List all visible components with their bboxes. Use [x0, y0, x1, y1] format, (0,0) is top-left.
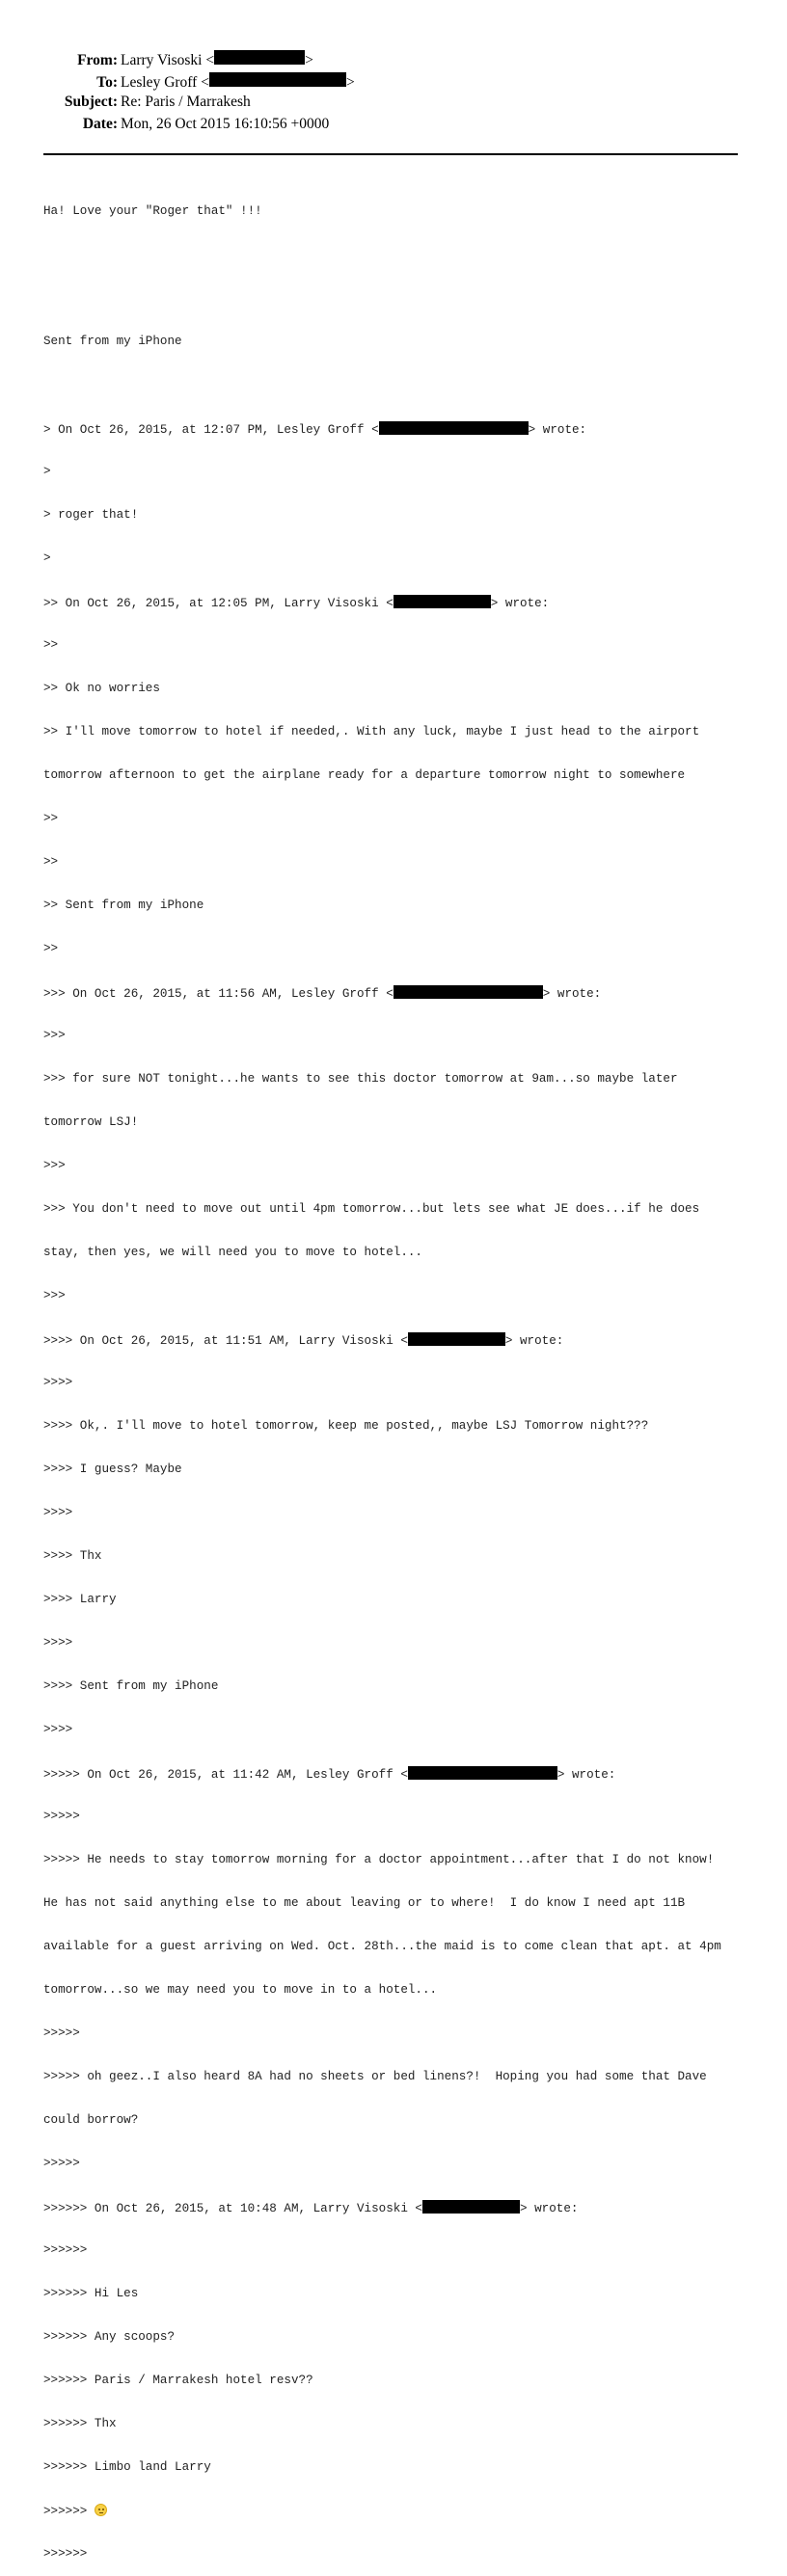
redacted-email-block: [408, 1766, 557, 1780]
body-line: >>>>: [43, 1376, 73, 1389]
redacted-email-block: [209, 72, 346, 87]
from-label: From:: [77, 52, 118, 68]
body-line: >>> for sure NOT tonight...he wants to see this doctor tomorrow at 9am...so maybe later: [43, 1072, 678, 1086]
email-header: [43, 50, 429, 137]
body-line: >>>>>> Thx: [43, 2417, 117, 2430]
quote-header-line: [43, 2200, 757, 2214]
body-line: >>: [43, 812, 59, 825]
body-line: >>>>: [43, 1506, 73, 1519]
to-close: >: [345, 73, 355, 91]
to-label: To:: [96, 73, 118, 91]
body-line: >>>>>: [43, 2157, 80, 2170]
body-line: >>>>: [43, 1636, 73, 1650]
body-line: >>>: [43, 1159, 66, 1172]
body-line: stay, then yes, we will need you to move to hotel...: [43, 1246, 422, 1259]
quote-header-text: >>> On Oct 26, 2015, at 11:56 AM, Lesley Groff <: [43, 987, 394, 1001]
body-line: >> Sent from my iPhone: [43, 899, 204, 912]
date-value: Mon, 26 Oct 2015 16:10:56 +0000: [121, 115, 330, 132]
body-line: >>>>> oh geez..I also heard 8A had no sheets or bed linens?! Hoping you had some that Dave: [43, 2070, 707, 2083]
subject-label: Subject:: [64, 94, 118, 110]
quote-header-text: >>>>>> On Oct 26, 2015, at 10:48 AM, Larry Visoski <: [43, 2202, 422, 2215]
body-line: > roger that!: [43, 508, 139, 522]
header-divider: [43, 153, 738, 155]
body-line: >>> You don't need to move out until 4pm tomorrow...but lets see what JE does...if he does: [43, 1202, 700, 1216]
body-line: tomorrow...so we may need you to move in to a hotel...: [43, 1983, 438, 1997]
body-line: >>>: [43, 1029, 66, 1042]
redacted-email-block: [394, 985, 543, 999]
smiling-face-icon: [95, 2504, 107, 2516]
body-line: >>>> I guess? Maybe: [43, 1462, 182, 1476]
quote-header-wrote: > wrote:: [504, 1334, 564, 1348]
body-line: >>>>> He needs to stay tomorrow morning for a doctor appointment...after that I do not know!: [43, 1853, 715, 1866]
redacted-email-block: [214, 50, 305, 65]
body-line: >: [43, 551, 51, 565]
body-line: >>>>>>: [43, 2243, 88, 2257]
body-line: >> Ok no worries: [43, 682, 160, 695]
body-line: >>>: [43, 1289, 66, 1302]
body-line: available for a guest arriving on Wed. Oct. 28th...the maid is to come clean that apt. at 4pm: [43, 1940, 721, 1953]
body-line: >>>>>> Limbo land Larry: [43, 2460, 211, 2474]
body-line: >>>> Larry: [43, 1593, 117, 1606]
emoji-line: [43, 2504, 757, 2518]
subject-value: Re: Paris / Marrakesh: [121, 94, 251, 110]
body-line: >>>>>: [43, 1810, 80, 1823]
email-body: [43, 175, 757, 2576]
quote-header-line: [43, 1766, 757, 1781]
body-line: >>: [43, 855, 59, 869]
body-line: He has not said anything else to me about leaving or to where! I do know I need apt 11B: [43, 1896, 686, 1910]
to-row: [43, 72, 429, 94]
quote-header-text: >>>> On Oct 26, 2015, at 11:51 AM, Larry Visoski <: [43, 1334, 408, 1348]
body-line: >>>>>> Any scoops?: [43, 2330, 176, 2344]
emoji-line-prefix: >>>>>>: [43, 2505, 95, 2518]
from-row: [43, 50, 429, 72]
from-name: Larry Visoski <: [121, 52, 215, 68]
redacted-email-block: [422, 2200, 520, 2214]
blank-line: [43, 248, 757, 262]
body-line: >>: [43, 638, 59, 652]
body-line: >>>>: [43, 1723, 73, 1736]
from-close: >: [305, 52, 313, 68]
date-row: [43, 116, 429, 138]
to-name: Lesley Groff <: [121, 73, 209, 91]
quote-header-text: >> On Oct 26, 2015, at 12:05 PM, Larry Visoski <: [43, 597, 394, 610]
body-line: could borrow?: [43, 2113, 139, 2127]
quote-header-wrote: > wrote:: [528, 423, 587, 437]
body-line: >> I'll move tomorrow to hotel if needed,. With any luck, maybe I just head to the airport: [43, 725, 700, 738]
body-line: >>>> Thx: [43, 1549, 102, 1563]
quote-header-line: [43, 985, 757, 1000]
body-line: >>>> Ok,. I'll move to hotel tomorrow, keep me posted,, maybe LSJ Tomorrow night???: [43, 1419, 649, 1433]
quote-header-wrote: > wrote:: [520, 2202, 579, 2215]
quote-header-wrote: > wrote:: [490, 597, 550, 610]
quote-header-wrote: > wrote:: [556, 1768, 616, 1782]
quote-header-text: >>>>> On Oct 26, 2015, at 11:42 AM, Lesley Groff <: [43, 1768, 408, 1782]
body-line: >>: [43, 942, 59, 955]
quote-header-line: [43, 1332, 757, 1347]
body-line: >>>>>> Hi Les: [43, 2287, 139, 2300]
redacted-email-block: [394, 595, 491, 608]
body-line: >>>>>>: [43, 2547, 88, 2561]
body-line: tomorrow LSJ!: [43, 1115, 139, 1129]
redacted-email-block: [408, 1332, 505, 1346]
blank-line: [43, 291, 757, 306]
body-line: Sent from my iPhone: [43, 335, 182, 348]
body-line: >>>> Sent from my iPhone: [43, 1679, 219, 1693]
subject-row: [43, 94, 429, 116]
date-label: Date:: [82, 115, 118, 132]
quote-header-wrote: > wrote:: [542, 987, 602, 1001]
redacted-email-block: [379, 421, 529, 435]
body-line: >>>>>: [43, 2026, 80, 2040]
quote-header-line: [43, 595, 757, 609]
quote-header-line: [43, 421, 757, 436]
body-line: >>>>>> Paris / Marrakesh hotel resv??: [43, 2374, 313, 2387]
blank-line: [43, 378, 757, 392]
body-line: >: [43, 465, 51, 478]
quote-header-text: > On Oct 26, 2015, at 12:07 PM, Lesley Groff <: [43, 423, 379, 437]
body-line: tomorrow afternoon to get the airplane ready for a departure tomorrow night to somewhere: [43, 768, 686, 782]
body-line: Ha! Love your "Roger that" !!!: [43, 204, 262, 218]
